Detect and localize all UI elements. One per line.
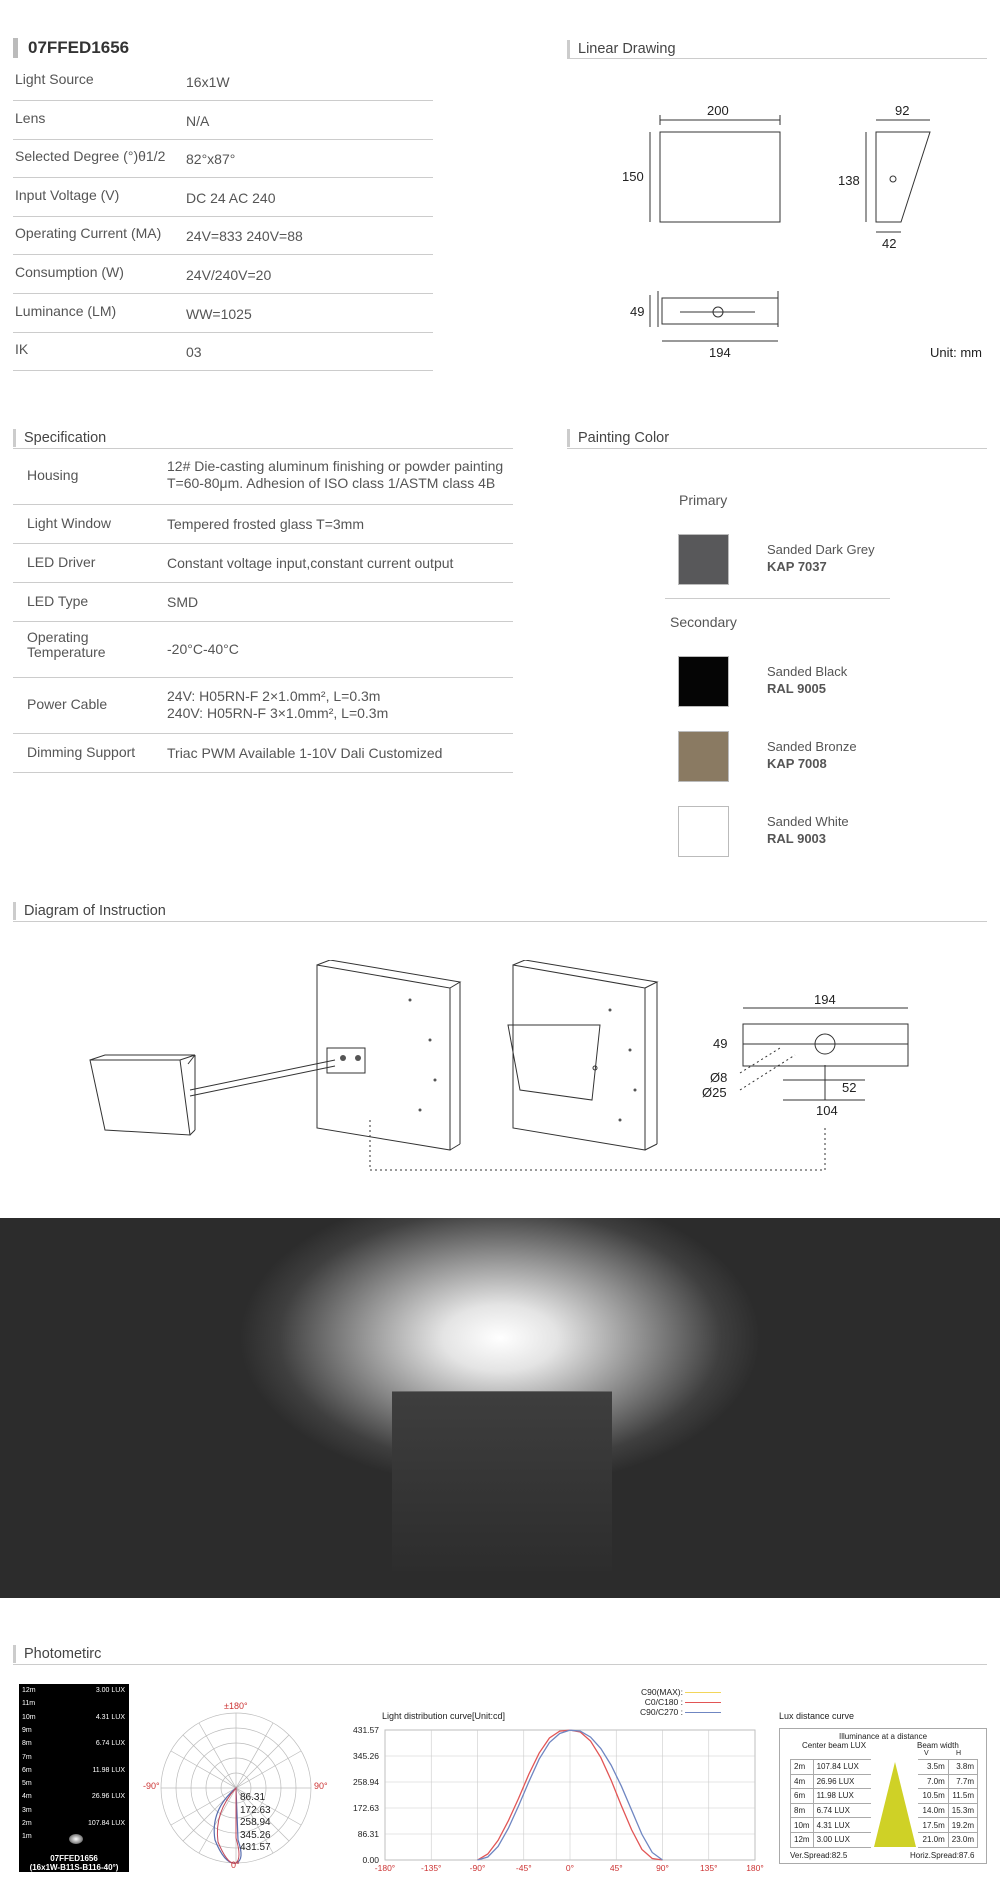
- lux-scale-distance: 1m: [22, 1833, 32, 1841]
- param-label: Lens: [15, 109, 46, 126]
- lux-table-row: [791, 1818, 978, 1833]
- param-row: [13, 178, 433, 217]
- polar-top-label: ±180°: [224, 1701, 248, 1711]
- spec-label: LED Driver: [27, 553, 96, 570]
- spec-row: [13, 622, 513, 678]
- lux-table-row: [791, 1760, 978, 1775]
- param-label: Light Source: [15, 71, 94, 87]
- dim-side-top: 92: [895, 103, 910, 118]
- lux-scale-value: 6.74 LUX: [95, 1740, 125, 1748]
- legend-item-c90c270: C90/C270 :: [640, 1707, 721, 1717]
- beam-width-h: 23.0m: [948, 1832, 977, 1847]
- wall-block-1: [317, 965, 450, 1150]
- spec-label: Power Cable: [27, 696, 108, 712]
- spec-row: [13, 734, 513, 773]
- beam-width-v: 21.0m: [918, 1832, 948, 1847]
- x-tick-label: 180°: [746, 1863, 764, 1873]
- param-row: [13, 139, 433, 178]
- param-value: 24V/240V=20: [186, 267, 272, 283]
- dim-front-height: 150: [622, 169, 644, 184]
- lux-distance-panel: [779, 1728, 987, 1864]
- param-value: 03: [186, 344, 202, 361]
- lux-table-title: Illuminance at a distance: [838, 1732, 928, 1741]
- x-tick-label: -45°: [515, 1863, 532, 1873]
- spec-row: [13, 448, 513, 505]
- spec-value: -20°C-40°C: [167, 641, 239, 657]
- legend-item-c90max: C90(MAX):: [640, 1687, 721, 1697]
- lux-table: [790, 1759, 978, 1848]
- lux-distance: 12m: [791, 1832, 814, 1847]
- dim-bottom-width: 194: [709, 345, 731, 360]
- color-primary-0: Sanded Dark Grey KAP 7037: [767, 542, 875, 574]
- primary-label: Primary: [679, 492, 728, 508]
- spec-row: [13, 544, 513, 583]
- diagram-height: 49: [713, 1036, 728, 1051]
- spec-value: SMD: [167, 593, 199, 610]
- lux-value: 107.84 LUX: [813, 1760, 871, 1775]
- swatch-secondary-0: [678, 656, 729, 707]
- x-tick-label: 90°: [656, 1863, 669, 1873]
- param-label: Luminance (LM): [15, 302, 117, 319]
- diagram-title: Diagram of Instruction: [13, 902, 166, 920]
- lux-value: 3.00 LUX: [813, 1832, 871, 1847]
- polar-left-label: -90°: [143, 1781, 160, 1791]
- param-label: IK: [15, 341, 29, 358]
- param-label: Selected Degree (°)θ1/2: [15, 148, 166, 165]
- lux-distance: 10m: [791, 1818, 814, 1833]
- lux-scale-distance: 2m: [22, 1820, 32, 1827]
- diagram-spacing-large: 104: [816, 1103, 838, 1118]
- param-label: Input Voltage (V): [15, 186, 120, 203]
- linear-drawing-title: Linear Drawing: [567, 40, 676, 58]
- param-value: WW=1025: [186, 305, 252, 322]
- dim-side-height: 138: [838, 173, 860, 188]
- lux-table-row: [791, 1803, 978, 1818]
- color-secondary-1: Sanded Bronze KAP 7008: [767, 739, 857, 771]
- param-row: [13, 294, 433, 333]
- lux-col-center: Center beam LUX: [802, 1741, 867, 1750]
- spec-label: LED Type: [27, 592, 89, 609]
- lux-value: 6.74 LUX: [813, 1803, 871, 1818]
- spec-label: Housing: [27, 466, 79, 483]
- spec-value: 24V: H05RN-F 2×1.0mm², L=0.3m 240V: H05RN-F 3×1.0mm², L=0.3m: [167, 688, 389, 721]
- lux-scale-distance: 8m: [22, 1740, 32, 1748]
- lux-scale-distance: 12m: [22, 1687, 36, 1694]
- dim-bottom-height: 49: [630, 304, 645, 319]
- unit-label: Unit: mm: [930, 345, 982, 360]
- beam-width-h: 7.7m: [948, 1774, 977, 1789]
- spec-value: Constant voltage input,constant current output: [167, 554, 454, 571]
- beam-width-h: 11.5m: [948, 1789, 977, 1804]
- param-row: [13, 332, 433, 371]
- specification-title: Specification: [13, 429, 106, 447]
- y-tick-label: 431.57: [353, 1725, 379, 1735]
- installation-diagram: [60, 960, 940, 1185]
- swatch-secondary-2: [678, 806, 729, 857]
- lux-table-row: [791, 1774, 978, 1789]
- lux-scale-distance: 4m: [22, 1793, 32, 1801]
- mounted-fixture: [392, 1391, 612, 1571]
- param-value: 82°x87°: [186, 151, 236, 168]
- diagram-hole-small: Ø8: [710, 1070, 728, 1085]
- dim-front-width: 200: [707, 103, 729, 118]
- diagram-width: 194: [814, 992, 836, 1007]
- param-row: [13, 255, 433, 294]
- spec-value: 12# Die-casting aluminum finishing or powder painting T=60-80μm. Adhesion of ISO class 1/ASTM class 4B: [167, 458, 504, 491]
- beam-width-h: 15.3m: [948, 1803, 977, 1818]
- x-tick-label: -180°: [374, 1863, 396, 1873]
- wall-block-2: [513, 965, 645, 1150]
- spec-label: Operating Temperature: [27, 629, 106, 660]
- polar-ring-labels: 86.31 172.63 258.94 345.26 431.57: [240, 1792, 271, 1853]
- hor-spread: Horiz.Spread:87.6: [910, 1851, 975, 1860]
- beam-width-v: 7.0m: [918, 1774, 948, 1789]
- beam-width-v: 3.5m: [918, 1760, 948, 1775]
- product-code: 07FFED1656: [13, 38, 129, 58]
- lux-distance: 8m: [791, 1803, 814, 1818]
- product-photo: [0, 1218, 1000, 1598]
- param-value: N/A: [186, 112, 210, 129]
- beam-width-v: 14.0m: [918, 1803, 948, 1818]
- y-tick-label: 86.31: [357, 1829, 379, 1839]
- param-label: Operating Current (MA): [15, 225, 162, 242]
- lux-scale-panel: [19, 1684, 129, 1872]
- swatch-secondary-1: [678, 731, 729, 782]
- polar-right-label: 90°: [314, 1781, 328, 1791]
- color-secondary-2: Sanded White RAL 9003: [767, 814, 849, 846]
- y-tick-label: 258.94: [353, 1777, 379, 1787]
- photometric-title: Photometirc: [13, 1645, 101, 1663]
- chart-legend: [640, 1687, 721, 1717]
- y-tick-label: 172.63: [353, 1803, 379, 1813]
- lux-distance: 2m: [791, 1760, 814, 1775]
- param-value: DC 24 AC 240: [186, 189, 276, 206]
- lux-scale-distance: 11m: [22, 1700, 36, 1708]
- param-row: [13, 62, 433, 101]
- painting-color-title: Painting Color: [567, 429, 669, 447]
- spec-row: [13, 678, 513, 734]
- param-value: 24V=833 240V=88: [186, 228, 303, 245]
- lux-scale-distance: 9m: [22, 1726, 32, 1734]
- spec-row: [13, 505, 513, 544]
- x-tick-label: -135°: [421, 1863, 442, 1873]
- lux-scale-distance: 3m: [22, 1806, 32, 1814]
- lux-col-h: H: [956, 1750, 962, 1757]
- x-tick-label: 0°: [565, 1863, 575, 1873]
- lux-col-beam: Beam width: [917, 1741, 959, 1750]
- param-row: [13, 216, 433, 255]
- lux-value: 11.98 LUX: [813, 1789, 871, 1804]
- beam-width-v: 10.5m: [918, 1789, 948, 1804]
- polar-bottom-label: 0°: [231, 1860, 240, 1870]
- lux-distance: 4m: [791, 1774, 814, 1789]
- lux-distance: 6m: [791, 1789, 814, 1804]
- beam-width-v: 17.5m: [918, 1818, 948, 1833]
- lux-value: 26.96 LUX: [813, 1774, 871, 1789]
- y-tick-label: 345.26: [353, 1751, 379, 1761]
- ver-spread: Ver.Spread:82.5: [790, 1851, 848, 1860]
- linear-drawing: [610, 95, 1000, 370]
- param-label: Consumption (W): [15, 264, 124, 280]
- color-secondary-0: Sanded Black RAL 9005: [767, 664, 848, 696]
- lux-col-v: V: [924, 1750, 929, 1757]
- x-tick-label: -90°: [469, 1863, 486, 1873]
- lux-distance-title: Lux distance curve: [779, 1711, 855, 1721]
- lux-scale-value: 3.00 LUX: [95, 1687, 125, 1694]
- spec-row: [13, 583, 513, 622]
- chart-title: Light distribution curve[Unit:cd]: [382, 1711, 506, 1721]
- lux-table-row: [791, 1832, 978, 1847]
- lux-scale-distance: 5m: [22, 1780, 32, 1788]
- spec-value: Tempered frosted glass T=3mm: [167, 515, 364, 532]
- spec-value: Triac PWM Available 1-10V Dali Customized: [167, 744, 443, 761]
- x-tick-label: 45°: [609, 1863, 623, 1873]
- front-view-shape: [660, 132, 780, 222]
- swatch-primary-0: [678, 534, 729, 585]
- y-tick-label: 0.00: [362, 1855, 379, 1865]
- lux-scale-value: 4.31 LUX: [95, 1713, 125, 1721]
- lux-value: 4.31 LUX: [813, 1818, 871, 1833]
- secondary-label: Secondary: [670, 614, 737, 630]
- lux-scale-value: 11.98 LUX: [92, 1766, 125, 1774]
- lux-scale-distance: 6m: [22, 1766, 32, 1774]
- bottom-view-shape: [662, 298, 778, 324]
- fixture-mounted: [508, 1025, 600, 1100]
- bracket-drawing: [743, 1024, 908, 1066]
- lux-scale-value: 26.96 LUX: [91, 1793, 125, 1801]
- lux-scale-distance: 7m: [22, 1753, 32, 1761]
- diagram-spacing-small: 52: [842, 1080, 857, 1095]
- spec-label: Light Window: [27, 514, 112, 531]
- x-tick-label: 135°: [699, 1863, 718, 1873]
- side-view-shape: [876, 132, 930, 222]
- lux-scale-value: 107.84 LUX: [88, 1820, 125, 1827]
- diagram-hole-large: Ø25: [702, 1085, 727, 1100]
- fixture-on-arm: [90, 1060, 190, 1135]
- beam-width-h: 3.8m: [948, 1760, 977, 1775]
- lux-scale-distance: 10m: [22, 1713, 36, 1721]
- legend-item-c0c180: C0/C180 :: [640, 1697, 721, 1707]
- light-distribution-chart: [340, 1720, 770, 1880]
- spec-label: Dimming Support: [27, 743, 136, 760]
- beam-width-h: 19.2m: [948, 1818, 977, 1833]
- param-row: [13, 101, 433, 140]
- lux-scale-caption: 07FFED1656 (16x1W-B11S-B116-40°): [29, 1854, 119, 1872]
- dim-side-bottom: 42: [882, 236, 897, 251]
- lux-table-row: [791, 1789, 978, 1804]
- param-value: 16x1W: [186, 74, 230, 90]
